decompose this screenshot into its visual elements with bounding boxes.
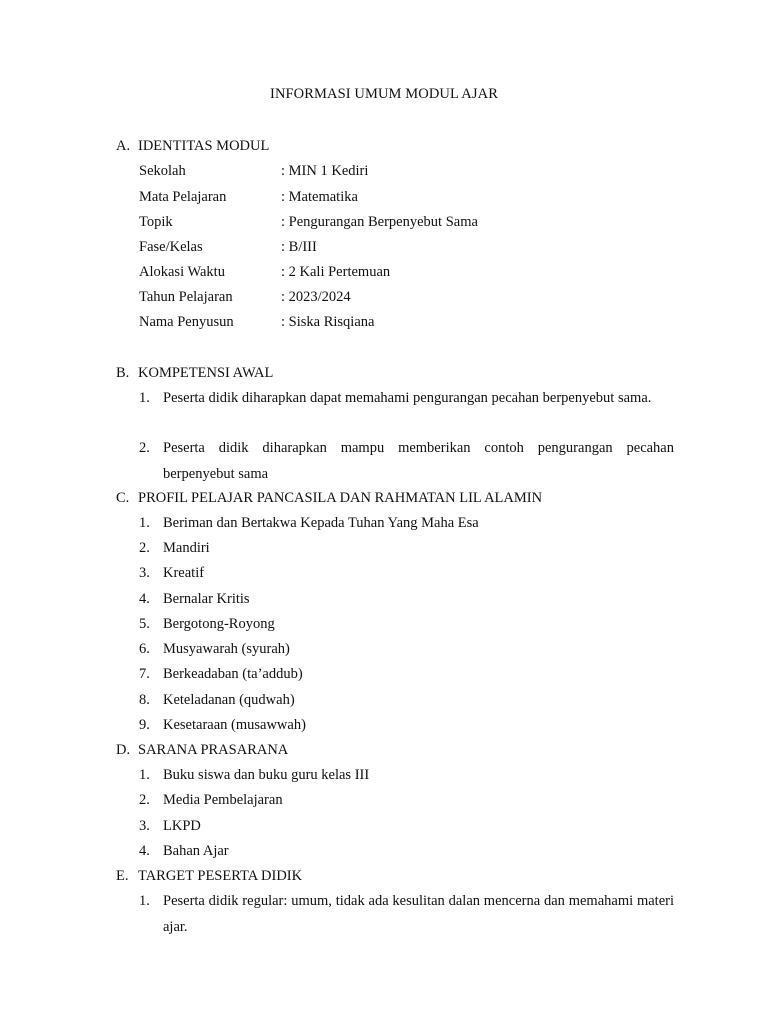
list-text: Peserta didik diharapkan mampu memberikan contoh pengurangan pecahan berpenyebut sama bbox=[163, 440, 674, 482]
identity-value: : 2 Kali Pertemuan bbox=[281, 264, 391, 280]
list-number: 1. bbox=[139, 767, 150, 783]
section-letter: A. bbox=[116, 138, 131, 154]
list-number: 7. bbox=[139, 666, 150, 682]
identity-row-nama-penyusun bbox=[139, 314, 374, 331]
list-number: 1. bbox=[139, 893, 150, 909]
identity-value: : B/III bbox=[281, 239, 317, 255]
identity-row-tahun-pelajaran bbox=[139, 289, 351, 306]
list-text: Media Pembelajaran bbox=[163, 792, 283, 808]
list-number: 3. bbox=[139, 818, 150, 834]
list-item bbox=[139, 662, 674, 688]
list-text: Kesetaraan (musawwah) bbox=[163, 717, 306, 733]
list-text: Kreatif bbox=[163, 565, 205, 581]
list-text: Keteladanan (qudwah) bbox=[163, 692, 295, 708]
section-title: PROFIL PELAJAR PANCASILA DAN RAHMATAN LIL ALAMIN bbox=[138, 490, 543, 506]
list-item bbox=[139, 386, 674, 412]
identity-label: Tahun Pelajaran bbox=[139, 289, 233, 305]
list-number: 3. bbox=[139, 565, 150, 581]
identity-label: Topik bbox=[139, 214, 173, 230]
identity-value: : 2023/2024 bbox=[281, 289, 351, 305]
list-number: 1. bbox=[139, 390, 150, 406]
identity-row-mata-pelajaran bbox=[139, 189, 358, 206]
identity-value: : Matematika bbox=[281, 189, 358, 205]
list-text: Beriman dan Bertakwa Kepada Tuhan Yang Maha Esa bbox=[163, 515, 479, 531]
list-number: 2. bbox=[139, 440, 150, 456]
identity-value: : MIN 1 Kediri bbox=[281, 163, 369, 179]
list-item bbox=[139, 536, 674, 562]
section-title: SARANA PRASARANA bbox=[138, 742, 289, 758]
list-number: 2. bbox=[139, 792, 150, 808]
list-item bbox=[139, 511, 674, 537]
list-number: 4. bbox=[139, 591, 150, 607]
list-item bbox=[139, 587, 674, 613]
section-e-heading bbox=[116, 868, 302, 885]
document-title: INFORMASI UMUM MODUL AJAR bbox=[270, 86, 498, 102]
list-text: Bahan Ajar bbox=[163, 843, 229, 859]
identity-label: Sekolah bbox=[139, 163, 186, 179]
list-text: Buku siswa dan buku guru kelas III bbox=[163, 767, 370, 783]
identity-row-alokasi-waktu bbox=[139, 264, 390, 281]
list-item bbox=[139, 763, 674, 789]
section-b-heading bbox=[116, 365, 273, 382]
list-item bbox=[139, 612, 674, 638]
list-text: LKPD bbox=[163, 818, 201, 834]
list-text: Mandiri bbox=[163, 540, 210, 556]
section-letter: B. bbox=[116, 365, 130, 381]
list-item bbox=[139, 561, 674, 587]
list-text: Bergotong-Royong bbox=[163, 616, 275, 632]
list-number: 8. bbox=[139, 692, 150, 708]
list-item bbox=[139, 688, 674, 714]
list-number: 2. bbox=[139, 540, 150, 556]
list-text: Peserta didik diharapkan dapat memahami pengurangan pecahan berpenyebut sama. bbox=[163, 390, 652, 406]
list-number: 5. bbox=[139, 616, 150, 632]
section-c-heading bbox=[116, 490, 542, 507]
identity-row-sekolah bbox=[139, 163, 368, 180]
identity-row-topik bbox=[139, 214, 478, 231]
identity-value: : Siska Risqiana bbox=[281, 314, 375, 330]
section-d-heading bbox=[116, 742, 288, 759]
list-item bbox=[139, 713, 674, 739]
list-text: Berkeadaban (ta’addub) bbox=[163, 666, 303, 682]
list-item bbox=[139, 637, 674, 663]
list-item bbox=[139, 889, 674, 940]
list-number: 1. bbox=[139, 515, 150, 531]
list-text: Peserta didik regular: umum, tidak ada kesulitan dalan mencerna dan memahami materi ajar. bbox=[163, 893, 674, 935]
list-number: 4. bbox=[139, 843, 150, 859]
list-number: 6. bbox=[139, 641, 150, 657]
identity-label: Fase/Kelas bbox=[139, 239, 203, 255]
identity-label: Nama Penyusun bbox=[139, 314, 234, 330]
identity-row-fase-kelas bbox=[139, 239, 317, 256]
list-item bbox=[139, 436, 674, 487]
identity-label: Mata Pelajaran bbox=[139, 189, 227, 205]
list-text: Musyawarah (syurah) bbox=[163, 641, 290, 657]
section-letter: C. bbox=[116, 490, 130, 506]
section-letter: D. bbox=[116, 742, 131, 758]
section-a-heading bbox=[116, 138, 269, 155]
list-number: 9. bbox=[139, 717, 150, 733]
identity-value: : Pengurangan Berpenyebut Sama bbox=[281, 214, 478, 230]
section-title: TARGET PESERTA DIDIK bbox=[138, 868, 303, 884]
identity-label: Alokasi Waktu bbox=[139, 264, 225, 280]
list-item bbox=[139, 839, 674, 865]
list-text: Bernalar Kritis bbox=[163, 591, 250, 607]
section-letter: E. bbox=[116, 868, 129, 884]
section-title: KOMPETENSI AWAL bbox=[138, 365, 274, 381]
section-title: IDENTITAS MODUL bbox=[138, 138, 270, 154]
list-item bbox=[139, 788, 674, 814]
list-item bbox=[139, 814, 674, 840]
